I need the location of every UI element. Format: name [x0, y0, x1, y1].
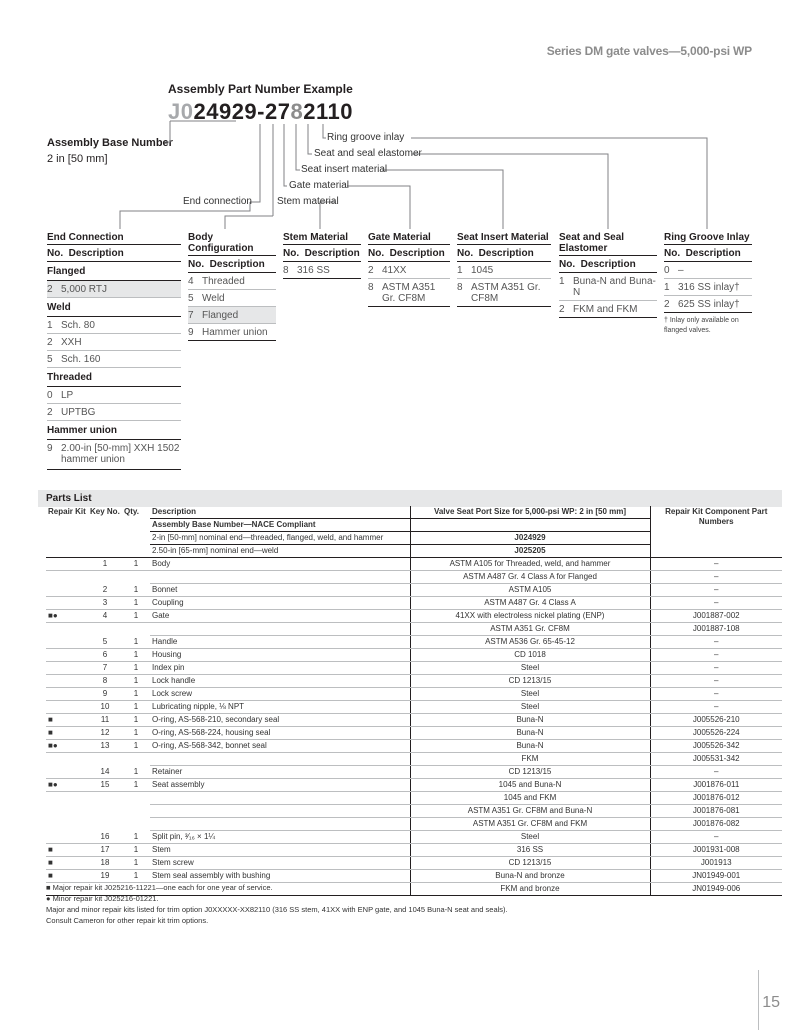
parts-table [46, 506, 782, 896]
list-item: 2 UPTBG [47, 404, 181, 421]
parts-pn-cell: – [650, 649, 782, 662]
body-config-table: Body Configuration No. Description 4 Threaded 5 Weld 7 Flanged 9 Hammer union [188, 232, 276, 341]
footnotes [46, 882, 508, 926]
table-row [46, 831, 782, 844]
parts-key-cell: 16 [88, 831, 122, 844]
parts-qty-cell: 1 [122, 649, 150, 662]
parts-desc-cell: O-ring, AS-568-224, housing seal [150, 727, 410, 740]
base-number-label: Assembly Base Number—NACE Compliant [150, 519, 410, 532]
parts-key-cell [88, 805, 122, 818]
col-kit-part-numbers: Repair Kit Component Part Numbers [650, 506, 782, 558]
parts-key-cell: 17 [88, 844, 122, 857]
parts-desc-cell: O-ring, AS-568-210, secondary seal [150, 714, 410, 727]
list-item: 1 1045 [457, 262, 551, 279]
table-row [46, 675, 782, 688]
parts-desc-cell [150, 623, 410, 636]
parts-key-cell [88, 753, 122, 766]
seat-seal-title: Seat and Seal Elastomer [559, 232, 657, 256]
parts-desc-cell: Index pin [150, 662, 410, 675]
parts-kit-cell: ■ [46, 870, 88, 883]
callout-end: End connection [183, 196, 252, 207]
col-key-no: Key No. [88, 506, 122, 558]
parts-pn-cell: – [650, 662, 782, 675]
parts-material-cell: Steel [410, 688, 650, 701]
parts-desc-cell: Stem seal assembly with bushing [150, 870, 410, 883]
parts-pn-cell: J001887-108 [650, 623, 782, 636]
col-port-size: Valve Seat Port Size for 5,000-psi WP: 2 in [50 mm] [410, 506, 650, 519]
parts-pn-cell: J001876-012 [650, 792, 782, 805]
parts-pn-cell: J005526-210 [650, 714, 782, 727]
stem-material-title: Stem Material [283, 232, 361, 245]
parts-pn-cell: – [650, 584, 782, 597]
parts-desc-cell: Gate [150, 610, 410, 623]
note-minor-kit: ● Minor repair kit J025216-01221. [46, 894, 159, 903]
list-item: 7 Flanged [188, 307, 276, 324]
parts-material-cell: Buna-N [410, 727, 650, 740]
seat-insert-title: Seat Insert Material [457, 232, 551, 245]
parts-qty-cell [122, 818, 150, 831]
col-qty: Qty. [122, 506, 150, 558]
pn-base: 24929-2 [193, 99, 278, 124]
table-row [46, 792, 782, 805]
parts-qty-cell: 1 [122, 831, 150, 844]
parts-qty-cell: 1 [122, 597, 150, 610]
group-threaded: Threaded [47, 368, 181, 387]
parts-pn-cell: – [650, 701, 782, 714]
parts-desc-cell [150, 818, 410, 831]
parts-pn-cell: – [650, 558, 782, 571]
parts-key-cell: 3 [88, 597, 122, 610]
ring-groove-title: Ring Groove Inlay [664, 232, 752, 245]
table-row [46, 753, 782, 766]
parts-key-cell: 6 [88, 649, 122, 662]
list-item: 0 LP [47, 387, 181, 404]
base-row-desc: 2.50-in [65-mm] nominal end—weld [150, 545, 410, 558]
list-item: 8 ASTM A351 Gr. CF8M [368, 279, 450, 307]
parts-qty-cell: 1 [122, 662, 150, 675]
list-item: 1 Sch. 80 [47, 317, 181, 334]
example-label: Assembly Part Number Example [168, 82, 353, 96]
parts-material-cell: Steel [410, 831, 650, 844]
parts-kit-cell [46, 701, 88, 714]
ring-footnote: † Inlay only available on flanged valves. [664, 317, 739, 334]
list-item: 4 Threaded [188, 273, 276, 290]
parts-desc-cell: Stem [150, 844, 410, 857]
parts-key-cell: 11 [88, 714, 122, 727]
parts-material-cell: 41XX with electroless nickel plating (ENP) [410, 610, 650, 623]
pn-c6: 0 [340, 99, 354, 124]
parts-key-cell: 19 [88, 870, 122, 883]
parts-key-cell: 7 [88, 662, 122, 675]
parts-material-cell: CD 1213/15 [410, 857, 650, 870]
parts-desc-cell: Bonnet [150, 584, 410, 597]
parts-kit-cell: ■ [46, 714, 88, 727]
table-row [46, 662, 782, 675]
table-row [46, 571, 782, 584]
parts-qty-cell: 1 [122, 610, 150, 623]
pn-c2: 8 [290, 99, 304, 124]
parts-kit-cell [46, 571, 88, 584]
parts-material-cell: Buna-N and bronze [410, 870, 650, 883]
parts-key-cell: 13 [88, 740, 122, 753]
end-connection-title: End Connection [47, 232, 181, 245]
parts-desc-cell [150, 571, 410, 584]
parts-material-cell: ASTM A487 Gr. 4 Class A [410, 597, 650, 610]
list-item: 1 Buna-N and Buna-N [559, 273, 657, 301]
callout-stem: Stem material [277, 196, 339, 207]
list-item: 2 FKM and FKM [559, 301, 657, 318]
list-item: 9 2.00-in [50-mm] XXH 1502 hammer union [47, 440, 181, 470]
parts-kit-cell [46, 675, 88, 688]
parts-pn-cell: J005526-342 [650, 740, 782, 753]
parts-kit-cell [46, 597, 88, 610]
parts-pn-cell: J001931-008 [650, 844, 782, 857]
parts-material-cell: CD 1213/15 [410, 766, 650, 779]
parts-qty-cell: 1 [122, 870, 150, 883]
parts-desc-cell: Seat assembly [150, 779, 410, 792]
parts-qty-cell: 1 [122, 857, 150, 870]
parts-key-cell: 12 [88, 727, 122, 740]
table-row [46, 818, 782, 831]
parts-key-cell: 2 [88, 584, 122, 597]
parts-pn-cell: – [650, 675, 782, 688]
parts-material-cell: Steel [410, 701, 650, 714]
col-description: Description [150, 506, 410, 519]
parts-pn-cell: JN01949-006 [650, 883, 782, 896]
parts-material-cell: FKM and bronze [410, 883, 650, 896]
parts-kit-cell [46, 766, 88, 779]
table-row [46, 558, 782, 571]
parts-pn-cell: JN01949-001 [650, 870, 782, 883]
parts-qty-cell [122, 753, 150, 766]
parts-kit-cell: ■ [46, 844, 88, 857]
pn-c3: 2 [303, 99, 316, 124]
parts-key-cell [88, 571, 122, 584]
parts-desc-cell: Coupling [150, 597, 410, 610]
table-row [46, 779, 782, 792]
parts-qty-cell: 1 [122, 766, 150, 779]
group-weld: Weld [47, 298, 181, 317]
parts-kit-cell: ■● [46, 779, 88, 792]
page-number: 15 [762, 994, 780, 1011]
parts-key-cell [88, 818, 122, 831]
parts-pn-cell: J001913 [650, 857, 782, 870]
table-row [46, 636, 782, 649]
parts-desc-cell: O-ring, AS-568-342, bonnet seal [150, 740, 410, 753]
callout-lines [0, 0, 800, 240]
pn-prefix: J0 [168, 99, 194, 124]
table-row [46, 610, 782, 623]
base-number-title: Assembly Base Number [47, 137, 173, 149]
parts-pn-cell: – [650, 831, 782, 844]
table-row [46, 701, 782, 714]
parts-material-cell: 316 SS [410, 844, 650, 857]
parts-desc-cell [150, 792, 410, 805]
parts-kit-cell [46, 636, 88, 649]
parts-material-cell: CD 1213/15 [410, 675, 650, 688]
parts-qty-cell: 1 [122, 740, 150, 753]
parts-qty-cell: 1 [122, 636, 150, 649]
callout-gate: Gate material [289, 180, 350, 191]
note-major-kit: ■ Major repair kit J025216-11221—one each for one year of service. [46, 883, 273, 892]
ring-groove-table: Ring Groove Inlay No. Description 0 – 1 316 SS inlay† 2 625 SS inlay† † Inlay only available on flanged valves. [664, 232, 752, 336]
parts-qty-cell [122, 805, 150, 818]
parts-material-cell: Steel [410, 662, 650, 675]
parts-desc-cell [150, 805, 410, 818]
parts-qty-cell: 1 [122, 584, 150, 597]
table-row [46, 688, 782, 701]
parts-desc-cell: Lubricating nipple, ⅛ NPT [150, 701, 410, 714]
list-item: 8 316 SS [283, 262, 361, 279]
parts-pn-cell: J005526-224 [650, 727, 782, 740]
base-number-value: 2 in [50 mm] [47, 153, 108, 165]
parts-pn-cell: J001876-081 [650, 805, 782, 818]
list-item: 2 XXH [47, 334, 181, 351]
note-consult: Consult Cameron for other repair kit trim options. [46, 916, 209, 925]
parts-pn-cell: – [650, 597, 782, 610]
table-row [46, 844, 782, 857]
parts-pn-cell: – [650, 688, 782, 701]
parts-desc-cell: Lock screw [150, 688, 410, 701]
table-row [46, 727, 782, 740]
table-row [46, 714, 782, 727]
parts-material-cell: ASTM A105 [410, 584, 650, 597]
group-hammer: Hammer union [47, 421, 181, 440]
end-connection-table [47, 232, 181, 470]
parts-qty-cell [122, 623, 150, 636]
parts-list-title: Parts List [38, 490, 782, 507]
base-row-desc: 2-in [50-mm] nominal end—threaded, flanged, weld, and hammer [150, 532, 410, 545]
table-row [46, 805, 782, 818]
seat-seal-table: Seat and Seal Elastomer No. Description 1 Buna-N and Buna-N 2 FKM and FKM [559, 232, 657, 318]
parts-kit-cell [46, 818, 88, 831]
list-item: 2 625 SS inlay† [664, 296, 752, 313]
parts-key-cell [88, 792, 122, 805]
parts-key-cell: 4 [88, 610, 122, 623]
parts-material-cell: 1045 and FKM [410, 792, 650, 805]
parts-kit-cell: ■● [46, 740, 88, 753]
callout-ring: Ring groove inlay [327, 132, 405, 143]
parts-material-cell: ASTM A487 Gr. 4 Class A for Flanged [410, 571, 650, 584]
parts-desc-cell: Housing [150, 649, 410, 662]
parts-desc-cell: Lock handle [150, 675, 410, 688]
list-item: 2 5,000 RTJ [47, 281, 181, 298]
parts-key-cell: 1 [88, 558, 122, 571]
parts-kit-cell [46, 623, 88, 636]
parts-qty-cell: 1 [122, 727, 150, 740]
end-connection-colhead: No. Description [47, 245, 181, 262]
body-config-title: Body Configuration [188, 232, 276, 256]
stem-material-table: Stem Material No. Description 8 316 SS [283, 232, 361, 279]
parts-key-cell: 14 [88, 766, 122, 779]
seat-insert-table: Seat Insert Material No. Description 1 1045 8 ASTM A351 Gr. CF8M [457, 232, 551, 307]
parts-material-cell: Buna-N [410, 714, 650, 727]
table-row [46, 740, 782, 753]
list-item: 5 Sch. 160 [47, 351, 181, 368]
parts-desc-cell: Split pin, ³⁄₁₆ × 1¼ [150, 831, 410, 844]
table-row [46, 857, 782, 870]
table-row [46, 766, 782, 779]
parts-qty-cell [122, 792, 150, 805]
parts-qty-cell: 1 [122, 701, 150, 714]
parts-material-cell: FKM [410, 753, 650, 766]
parts-header-row [46, 506, 782, 519]
table-row [46, 623, 782, 636]
parts-material-cell: ASTM A351 Gr. CF8M and Buna-N [410, 805, 650, 818]
parts-kit-cell [46, 831, 88, 844]
group-flanged: Flanged [47, 262, 181, 281]
page-number-rule [758, 970, 759, 1030]
pn-c5: 1 [327, 99, 341, 124]
parts-desc-cell: Handle [150, 636, 410, 649]
parts-material-cell: Buna-N [410, 740, 650, 753]
list-item: 2 41XX [368, 262, 450, 279]
list-item: 9 Hammer union [188, 324, 276, 341]
list-item: 1 316 SS inlay† [664, 279, 752, 296]
base-row-value: J025205 [410, 545, 650, 558]
parts-desc-cell: Body [150, 558, 410, 571]
gate-material-table: Gate Material No. Description 2 41XX 8 ASTM A351 Gr. CF8M [368, 232, 450, 307]
col-repair-kit: Repair Kit [46, 506, 88, 558]
parts-key-cell: 9 [88, 688, 122, 701]
parts-qty-cell [122, 571, 150, 584]
parts-kit-cell [46, 584, 88, 597]
parts-pn-cell: – [650, 636, 782, 649]
parts-qty-cell: 1 [122, 779, 150, 792]
callout-seat-insert: Seat insert material [301, 164, 388, 175]
parts-qty-cell: 1 [122, 688, 150, 701]
parts-material-cell: CD 1018 [410, 649, 650, 662]
parts-key-cell: 5 [88, 636, 122, 649]
parts-material-cell: ASTM A351 Gr. CF8M and FKM [410, 818, 650, 831]
parts-pn-cell: J005531-342 [650, 753, 782, 766]
parts-qty-cell: 1 [122, 844, 150, 857]
parts-pn-cell: J001876-011 [650, 779, 782, 792]
parts-kit-cell [46, 649, 88, 662]
list-item: 8 ASTM A351 Gr. CF8M [457, 279, 551, 307]
parts-kit-cell: ■ [46, 857, 88, 870]
parts-material-cell: 1045 and Buna-N [410, 779, 650, 792]
pn-c1: 7 [277, 99, 291, 124]
parts-qty-cell: 1 [122, 675, 150, 688]
parts-desc-cell: Retainer [150, 766, 410, 779]
parts-kit-cell [46, 753, 88, 766]
parts-material-cell: ASTM A105 for Threaded, weld, and hammer [410, 558, 650, 571]
page-header-title: Series DM gate valves—5,000-psi WP [546, 44, 752, 58]
parts-key-cell: 8 [88, 675, 122, 688]
parts-desc-cell [150, 753, 410, 766]
parts-kit-cell: ■● [46, 610, 88, 623]
table-row [46, 584, 782, 597]
parts-kit-cell [46, 662, 88, 675]
parts-pn-cell: J001887-002 [650, 610, 782, 623]
table-row [46, 870, 782, 883]
parts-pn-cell: – [650, 571, 782, 584]
parts-material-cell: ASTM A351 Gr. CF8M [410, 623, 650, 636]
parts-kit-cell: ■ [46, 727, 88, 740]
list-item: 5 Weld [188, 290, 276, 307]
parts-key-cell: 15 [88, 779, 122, 792]
parts-kit-cell [46, 688, 88, 701]
parts-pn-cell: – [650, 766, 782, 779]
gate-material-title: Gate Material [368, 232, 450, 245]
parts-qty-cell: 1 [122, 714, 150, 727]
table-row [46, 597, 782, 610]
table-row [46, 649, 782, 662]
list-item: 0 – [664, 262, 752, 279]
parts-kit-cell [46, 805, 88, 818]
callout-seat-seal: Seat and seal elastomer [314, 148, 422, 159]
parts-desc-cell: Stem screw [150, 857, 410, 870]
parts-key-cell [88, 623, 122, 636]
parts-material-cell: ASTM A536 Gr. 65-45-12 [410, 636, 650, 649]
pn-c4: 1 [315, 99, 328, 124]
base-row-value: J024929 [410, 532, 650, 545]
parts-kit-cell [46, 558, 88, 571]
parts-pn-cell: J001876-082 [650, 818, 782, 831]
note-trim: Major and minor repair kits listed for trim option J0XXXXX-XX82110 (316 SS stem, 41XX with ENP gate, and 1045 Buna-N seat and seals). [46, 905, 508, 914]
parts-key-cell: 18 [88, 857, 122, 870]
parts-key-cell: 10 [88, 701, 122, 714]
parts-qty-cell: 1 [122, 558, 150, 571]
parts-kit-cell [46, 792, 88, 805]
